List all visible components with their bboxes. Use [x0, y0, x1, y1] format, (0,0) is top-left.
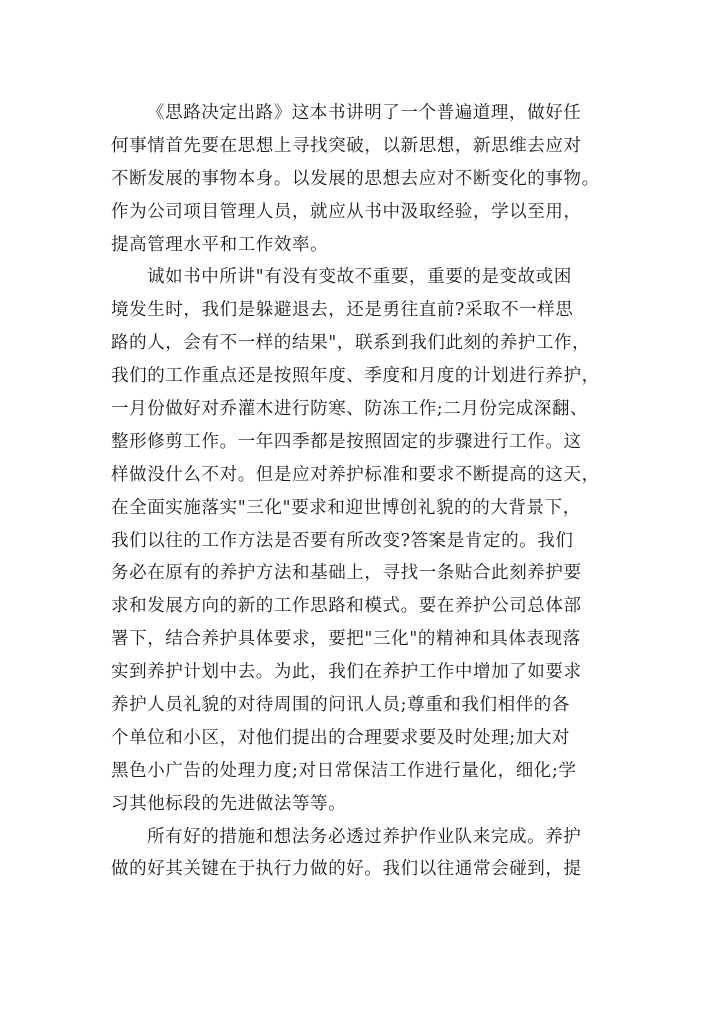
- text-line: 我们以往的工作方法是否要有所改变?答案是肯定的。我们: [111, 530, 574, 551]
- text-line: 在全面实施落实"三化"要求和迎世博创礼貌的的大背景下，: [111, 497, 581, 518]
- text-line: 我们的工作重点还是按照年度、季度和月度的计划进行养护，: [111, 366, 600, 387]
- text-line: 《思路决定出路》这本书讲明了一个普遍道理，做好任: [147, 103, 582, 123]
- text-line: 所有好的措施和想法务必透过养护作业队来完成。养护: [147, 826, 582, 847]
- text-line: 一月份做好对乔灌木进行防寒、防冻工作;二月份完成深翻、: [111, 399, 589, 420]
- text-line: 黑色小广告的处理力度;对日常保洁工作进行量化，细化;学: [111, 760, 577, 781]
- paragraph-2: [111, 261, 631, 820]
- text-line: 务必在原有的养护方法和基础上，寻找一条贴合此刻养护要: [111, 563, 582, 584]
- text-line: 养护人员礼貌的对待周围的问讯人员;尊重和我们相伴的各: [111, 695, 570, 716]
- text-line: 境发生时，我们是躲避退去，还是勇往直前?采取不一样思: [111, 300, 574, 321]
- paragraph-3: [111, 821, 631, 887]
- text-line: 署下，结合养护具体要求，要把"三化"的精神和具体表现落: [111, 629, 581, 650]
- text-line: 诚如书中所讲"有没有变故不重要，重要的是变故或困: [147, 267, 572, 288]
- text-line: 求和发展方向的新的工作思路和模式。要在养护公司总体部: [111, 596, 582, 617]
- text-line: 做的好其关键在于执行力做的好。我们以往通常会碰到，提: [111, 859, 582, 880]
- text-line: 路的人，会有不一样的结果"，联系到我们此刻的养护工作，: [111, 333, 591, 354]
- paragraph-1: [111, 97, 631, 261]
- text-line: 提高管理水平和工作效率。: [111, 234, 329, 255]
- text-line: 何事情首先要在思想上寻找突破，以新思想，新思维去应对: [111, 135, 582, 156]
- text-line: 作为公司项目管理人员，就应从书中汲取经验，学以至用，: [111, 201, 582, 222]
- text-line: 样做没什么不对。但是应对养护标准和要求不断提高的这天，: [111, 464, 600, 485]
- text-line: 整形修剪工作。一年四季都是按照固定的步骤进行工作。这: [111, 431, 582, 452]
- text-line: 不断发展的事物本身。以发展的思想去应对不断变化的事物。: [111, 168, 600, 189]
- document-body: [111, 97, 631, 886]
- text-line: 个单位和小区，对他们提出的合理要求要及时处理;加大对: [111, 727, 570, 748]
- text-line: 实到养护计划中去。为此，我们在养护工作中增加了如要求: [111, 662, 582, 683]
- text-line: 习其他标段的先进做法等等。: [111, 793, 347, 814]
